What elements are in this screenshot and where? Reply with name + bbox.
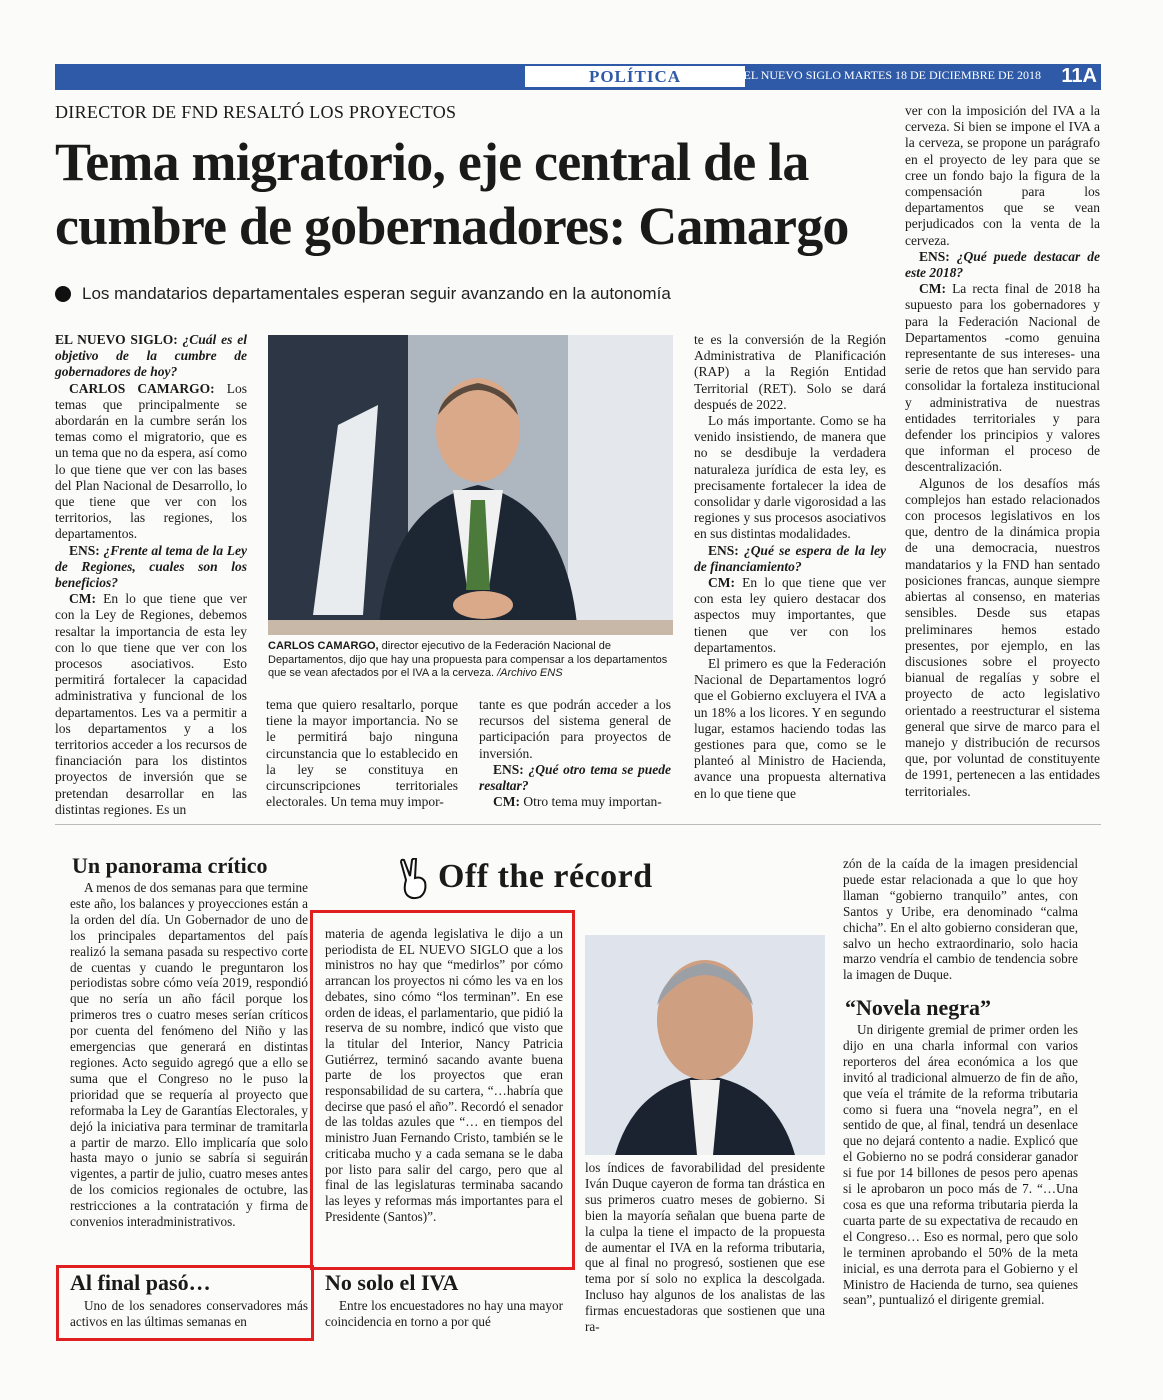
kicker: DIRECTOR DE FND RESALTÓ LOS PROYECTOS bbox=[55, 102, 457, 122]
no-solo-iva-title: No solo el IVA bbox=[325, 1270, 459, 1295]
caption-name: CARLOS CAMARGO, bbox=[268, 640, 379, 652]
duque-photo bbox=[585, 935, 825, 1155]
portrait-illustration bbox=[268, 335, 673, 635]
issue-date: EL NUEVO SIGLO MARTES 18 DE DICIEMBRE DE 2018 bbox=[743, 68, 1041, 82]
question: ¿Cuál es el objetivo de la cumbre de gobernadores de hoy? bbox=[55, 332, 247, 380]
speaker-label: ENS: bbox=[69, 542, 100, 558]
section-name: POLÍTICA bbox=[525, 66, 745, 87]
victory-hand-icon bbox=[398, 858, 430, 905]
headline bbox=[55, 130, 895, 258]
article-column-1 bbox=[55, 332, 247, 818]
question: ¿Qué se espera de la ley de financiamiento? bbox=[694, 542, 886, 574]
article-column-5 bbox=[905, 103, 1100, 800]
paragraph: Uno de los senadores conservadores más activos en las últimas semanas en bbox=[70, 1298, 308, 1329]
panorama-column bbox=[70, 880, 308, 1230]
page-number: 11A bbox=[1061, 65, 1097, 87]
paragraph: tante es que podrán acceder a los recursos del sistema general de participación para proyectos de inversión. bbox=[479, 697, 671, 761]
novela-negra-title: “Novela negra” bbox=[845, 995, 992, 1020]
speaker-label: ENS: bbox=[708, 542, 739, 558]
answer: Otro tema muy importan- bbox=[523, 794, 662, 810]
answer: En lo que tiene que ver con esta ley quiero destacar dos aspectos muy importantes, que tienen que ver con los departamentos. bbox=[694, 575, 886, 655]
paragraph: ver con la imposición del IVA a la cerveza. Si bien se impone el IVA a la cerveza, se propone un parágrafo en el proyecto de ley para que se cree un fondo bajo la figura de la compensación para los departamentos que se vean perjudicados con la venta de la cerveza. bbox=[905, 103, 1100, 248]
question: ¿Qué otro tema se puede resaltar? bbox=[479, 761, 671, 794]
speaker-label: CM: bbox=[919, 281, 946, 297]
headline-line-1: Tema migratorio, eje central de la bbox=[55, 132, 809, 192]
panorama-title: Un panorama crítico bbox=[72, 853, 268, 878]
speaker-label: CM: bbox=[708, 575, 735, 591]
duque-column bbox=[585, 1160, 825, 1335]
paragraph: zón de la caída de la imagen presidencial puede estar relacionada a que lo que hoy llaman “gobierno tranquilo” antes, con Santos y Uribe, era denominado “calma chicha”. En el alto gobierno consideran que, salvo un hecho extraordinario, solo hacia marzo vendría el cambio de tendencia sobre la imagen de Duque. bbox=[843, 856, 1078, 983]
alfinal-title: Al final pasó… bbox=[70, 1270, 211, 1295]
paragraph: Algunos de los desafíos más complejos han estado relacionados con procesos legislativos en los que, dentro de la dinámica propia de una democracia, nuestros mandatarios y la FND han sentado posiciones francas, aunque siempre abiertas al consenso, en materias sensibles. Desde sus etapas preliminares hemos estado presentes, por ejemplo, en las discusiones sobre el proyecto bianual de regalías y sobre el proyecto de acto legislativo orientado a reestructurar el sistema general que sirve de marco para el manejo y distribución de recursos que, por voluntad de constituyente de 1991, pertenecen a las entidades territoriales. bbox=[905, 475, 1100, 799]
paragraph: Lo más importante. Como se ha venido insistiendo, de manera que no se desdibuje la verdadera naturaleza jurídica de esta ley, es precisamente fortalecer la idea de consolidar y darle vigorosidad a las regiones y sus procesos asociativos en sus distintas modalidades. bbox=[694, 413, 886, 542]
no-solo-iva-column bbox=[325, 1298, 563, 1330]
paragraph: Entre los encuestadores no hay una mayor coincidencia en torno a por qué bbox=[325, 1298, 563, 1329]
bullet-icon bbox=[55, 286, 71, 302]
alfinal-column bbox=[70, 1298, 308, 1330]
paragraph: te es la conversión de la Región Administrativa de Planificación (RAP) a la Región Entidad Territorial (RET). Solo se dará después de 2022. bbox=[694, 332, 886, 412]
paragraph: los índices de favorabilidad del presidente Iván Duque cayeron de forma tan drástica en sus primeros cuatro meses de gobierno. Si bien la mayoría señalan que buena parte de la culpa la tiene el impacto de la propuesta de aumentar el IVA en la reforma tributaria, que al final no progresó, sostienen que ese tema por sí solo no explica la descolgada. Incluso hay algunos de los analistas de las firmas encuestadoras que sostienen que una ra- bbox=[585, 1160, 825, 1335]
paragraph: El primero es que la Federación Nacional de Departamentos logró que el Gobierno excluyera el IVA a un 18% a los licores. Y en segundo lugar, estamos haciendo todas las gestiones para que, como se le planteó al Ministro de Hacienda, avance una propuesta alternativa en lo que tiene que bbox=[694, 656, 886, 801]
question: ¿Frente al tema de la Ley de Regiones, cuales son los beneficios? bbox=[55, 542, 248, 591]
answer: La recta final de 2018 ha supuesto para los gobernadores y para la Federación Nacional de Departamentos -como genuina representante de sus intereses- una serie de retos que han servido para consolidar la fortaleza institucional y administrativa de nuestras entidades territoriales y para defender los principios y valores que informan el proceso de descentralización. bbox=[905, 281, 1101, 475]
caption-text: director ejecutivo de la Federación Nacional de Departamentos, dijo que hay una propuesta para compensar a los departamentos que se vean afectados por el IVA a la cerveza. bbox=[268, 640, 668, 679]
article-column-3 bbox=[479, 697, 671, 810]
right-column bbox=[843, 856, 1078, 983]
section-banner bbox=[55, 64, 1101, 90]
photo-credit: /Archivo ENS bbox=[497, 667, 563, 679]
speaker-label: ENS: bbox=[919, 248, 950, 264]
answer: Los temas que principalmente se abordarán en la cumbre serán los temas como el migratorio, que es un tema que no da espera, así como lo que tiene que ver con las bases del Plan Nacional de Desarrollo, lo que tiene que ver con los territorios, las regiones, los departamentos. bbox=[55, 380, 247, 542]
speaker-label: CM: bbox=[69, 591, 96, 607]
off-record-middle-column bbox=[325, 926, 563, 1224]
paragraph: materia de agenda legislativa le dijo a un periodista de EL NUEVO SIGLO que a los ministros no hay que “medirlos” por cómo arrancan los proyectos ni cómo les va en los debates, sino cómo “los terminan”. En ese orden de ideas, el parlamentario, que pidió la reserva de su nombre, indicó que visto que la titular del Interior, Nancy Patricia Gutiérrez, terminó sacando avante buena parte de los proyectos que eran responsabilidad de su cartera, “…habría que decirse que pasó el año”. Recordó el senador de las toldas azules que “… en tiempos del ministro Juan Fernando Cristo, también se le criticaba mucho y a cada semana se le daba por listo para salir del cargo, pero que al final de las legislaturas terminaba sacando las leyes y reformas más importantes para el Presidente (Santos)”. bbox=[325, 926, 563, 1224]
article-column-4 bbox=[694, 332, 886, 802]
speaker-label: ENS: bbox=[493, 761, 524, 777]
speaker-label: CM: bbox=[493, 794, 520, 810]
paragraph: A menos de dos semanas para que termine este año, los balances y proyecciones están a la orden del día. Un Gobernador de uno de los principales departamentos del país realizó la semana pasada su respectivo corte de cuentas y cuando le preguntaron los periodistas sobre cómo veía 2019, respondió que no sería un año fácil porque los primeros tres o cuatro meses serían críticos por cuenta del fenómeno del Niño y las emergencias que generará en distintas regiones. Acto seguido agregó que a ello se suma que el Congreso no le puso la prioridad que se requería al proyecto que reformaba la Ley de Garantías Electorales, y dejó la iniciativa para terminar de tramitarla a partir de marzo. Ello implicaría que solo hasta mayo o junio se sabría si seguirán vigentes, a partir de julio, cuatro meses antes de los comicios regionales de octubre, las restricciones a la contratación y firma de convenios interadministrativos. bbox=[70, 880, 308, 1230]
portrait-photo bbox=[268, 335, 673, 635]
off-the-record-title: Off the récord bbox=[438, 858, 653, 895]
headline-line-2: cumbre de gobernadores: Camargo bbox=[55, 196, 849, 256]
paragraph: tema que quiero resaltarlo, porque tiene la mayor importancia. No se le permitirá bajo ninguna circunstancia que lo establecido en la ley se constituya en circunscripciones territoriales electorales. Un tema muy impor- bbox=[266, 697, 458, 810]
novela-negra-column bbox=[843, 1022, 1078, 1308]
speaker-label: EL NUEVO SIGLO: bbox=[55, 332, 178, 347]
article-column-2 bbox=[266, 697, 458, 810]
photo-caption bbox=[268, 640, 673, 681]
question: ¿Qué puede destacar de este 2018? bbox=[905, 248, 1100, 281]
duque-illustration bbox=[585, 935, 825, 1155]
speaker-label: CARLOS CAMARGO: bbox=[69, 380, 215, 396]
section-divider bbox=[55, 824, 1101, 825]
subheadline: Los mandatarios departamentales esperan seguir avanzando en la autonomía bbox=[82, 284, 671, 303]
paragraph: Un dirigente gremial de primer orden les dijo en una charla informal con varios reporteros del área económica a los que invitó al tradicional almuerzo de fin de año, que veía el trámite de la reforma tributaria como si fuera una “novela negra”, en el sentido de que, al final, tendrá un desenlace que no dejará contento a nadie. Explicó que el Gobierno no se podrá considerar ganador si fue por 14 billones de pesos pero apenas si le aprobaron un poco más de 7. “…Una cosa es que una reforma tributaria pierda la cuarta parte de su expectativa de recaudo en el Congreso… Eso es normal, pero que solo le terminen aprobando el 50% de la meta inicial, es una derrota para el Gobierno y el Ministro de Hacienda de turno, sea quienes sean”, puntualizó el dirigente gremial. bbox=[843, 1022, 1078, 1308]
answer: En lo que tiene que ver con la Ley de Regiones, debemos resaltar la importancia de esta ley con lo que tiene que ver con los procesos asociativos. Esto permitirá fortalecer la capacidad administrativa y funcional de los departamentos. Les va a permitir a los departamentos y a los territorios acceder a los recursos de financiación para los distintos proyectos de inversión que se pretendan desarrollar en las distintas regiones. Es un bbox=[55, 591, 247, 817]
